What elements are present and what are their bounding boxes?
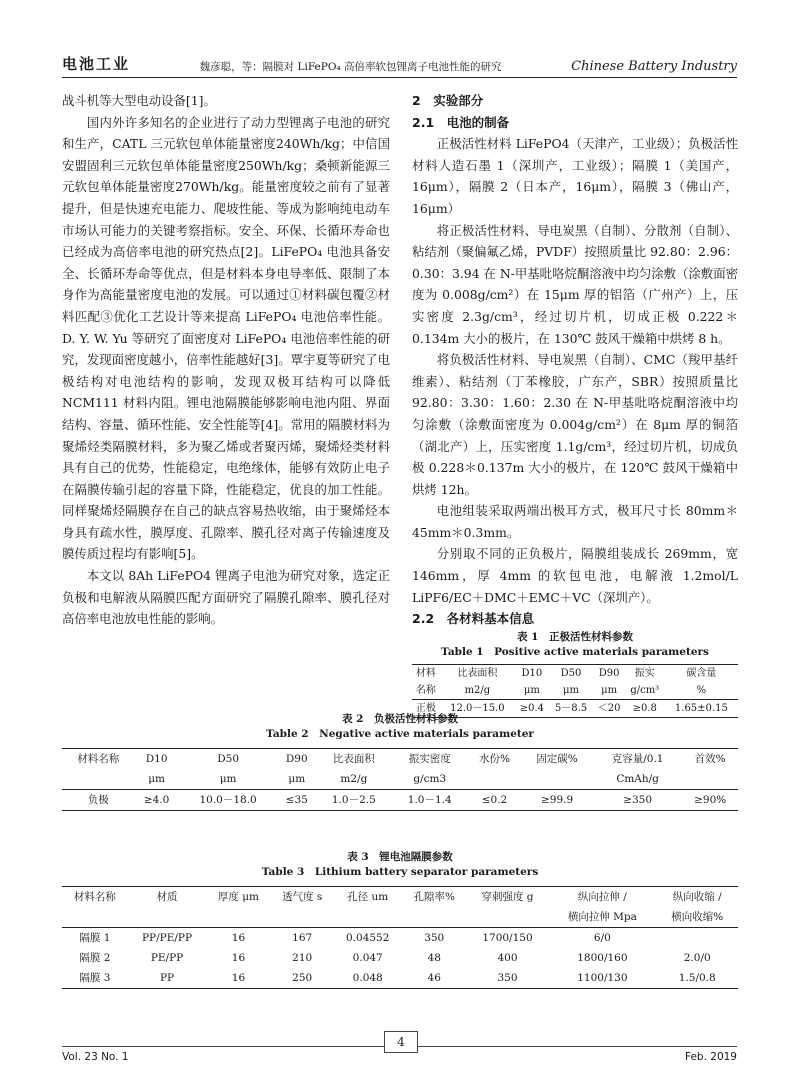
section-heading: 2 实验部分 [412,93,484,108]
table-header-row [62,749,738,770]
table-header-cell: D10 [515,664,549,682]
table3-caption-en: Table 3 Lithium battery separator parameters [261,866,539,878]
table-cell: 400 [497,952,518,964]
table-cell: ≤0.2 [468,790,522,811]
table-cell: ≤35 [278,790,316,811]
table-cell: 16 [206,928,270,949]
table-header-cell: 材料 [412,664,440,682]
table-cell: 0.047 [352,952,383,964]
table-row [62,968,738,989]
table-header-cell: g/cm3 [413,773,447,785]
table-header-cell: 振实密度 [392,749,468,770]
table-row [62,928,738,949]
table-header-cell: m2/g [340,773,368,785]
table-header-cell: μm [288,773,306,785]
table-cell: 1.0－2.5 [316,790,392,811]
left-column [62,90,390,630]
table-cell: 隔膜 3 [62,968,128,989]
table-cell: 负极 [62,790,135,811]
journal-name-en: Chinese Battery Industry [571,59,737,74]
table-header-cell: 比表面积 [440,664,515,682]
table-cell: 0.048 [334,968,402,989]
table-cell: 350 [467,968,549,989]
table-cell: 210 [292,952,313,964]
table-header-cell: 孔径 um [334,887,402,908]
subsection-heading: 2.1 电池的制备 [412,114,510,130]
table-cell: 10.0－18.0 [179,790,278,811]
paragraph: 战斗机等大型电动设备[1]。 [62,93,216,108]
table-header-cell: μm [523,684,540,696]
table-header-cell: 穿刺强度 g [467,887,549,908]
table-header-cell: 克容量/0.1 [593,749,682,770]
table-header-cell: 水份% [468,749,522,770]
table-header-cell: 孔隙率% [402,887,467,908]
paragraph: 分别取不同的正负极片，隔膜组装成长 269mm，宽 146mm，厚 4mm 的软包电池，电解液 1.2mol/L LiPF6/EC＋DMC＋EMC＋VC（深圳产）。 [412,546,738,605]
table-header-row [62,887,738,908]
table-header-cell: 纵向收缩 / [656,887,738,908]
table-header-cell: 材料名称 [62,749,135,770]
subsection-heading: 2.2 各材料基本信息 [412,611,535,627]
table3-block [62,850,738,989]
paragraph: 将正极活性材料、导电炭黑（自制）、分散剂（自制）、粘结剂（聚偏氟乙烯，PVDF）按照质量比 92.80：2.96：0.30：3.94 在 N-甲基吡咯烷酮溶液中均匀涂敷（涂敷面密度为 0.008g/cm²）在 15μm 厚的铝箔（广州产）上，压实密度 2.3g/cm³，经过切片机，切成正极 0.222＊0.134m 大小的极片，在 130℃ 鼓风干燥箱中烘烤 8 h。 [412,222,738,346]
table-header-cell: 材料名称 [62,887,128,908]
table-header-cell: m2/g [464,684,491,696]
table-header-row [412,682,738,700]
table2-caption-en: Table 2 Negative active materials parameter [266,728,534,740]
paragraph: 将负极活性材料、导电炭黑（自制）、CMC（羧甲基纤维素）、粘结剂（丁苯橡胶，广东产，SBR）按照质量比 92.80：3.30：1.60：2.30 在 N-甲基吡咯烷酮溶液中均匀涂敷（涂敷面密度为 0.004g/cm²）在 8μm 厚的铜箔（湖北产）上，压实密度 1.1g/cm³，经过切片机，切成负极 0.228＊0.137m 大小的极片，在 120℃ 鼓风干燥箱中烘烤 12h。 [412,352,738,497]
table-cell: 隔膜 1 [62,928,128,949]
table-header-cell: μm [148,773,165,785]
table-cell: 167 [271,928,334,949]
paragraph: 正极活性材料 LiFePO4（天津产，工业级）；负极活性材料人造石墨 1（深圳产，工业级）；隔膜 1（美国产，16μm），隔膜 2（日本产，16μm），隔膜 3（佛山产，16μm） [412,136,738,216]
table-header-cell: 碳含量 [665,664,738,682]
table-header-cell [467,907,549,928]
table2-block [62,712,738,811]
table-cell: ≥350 [593,790,682,811]
table-cell: 1.0－1.4 [392,790,468,811]
table-header-cell: 名称 [415,684,436,696]
table-row [62,790,738,811]
table-cell [656,928,738,949]
table-row [62,948,738,968]
table-cell: 隔膜 2 [79,952,111,964]
table-header-cell: μm [601,684,618,696]
table-header-cell [521,769,593,790]
table-cell: 6/0 [548,928,656,949]
table-cell: 1700/150 [467,928,549,949]
table-cell: 1.65±0.15 [665,699,738,717]
table-header-cell: D10 [135,749,179,770]
table-header-cell [62,769,135,790]
table-header-cell [682,769,738,790]
table2 [62,748,738,811]
running-header [62,52,737,78]
table-cell: 16 [231,952,246,964]
table-header-row [62,907,738,928]
table-header-cell: D50 [179,749,278,770]
table2-caption-cn: 表 2 负极活性材料参数 [342,713,458,725]
page-number: 4 [384,1031,418,1053]
table-header-cell: % [696,684,707,696]
table-header-cell: 固定碳% [521,749,593,770]
table-header-cell: μm [219,773,237,785]
table-header-cell: 透气度 s [271,887,334,908]
page-footer [62,1035,737,1063]
table3-caption-cn: 表 3 锂电池隔膜参数 [347,851,453,863]
table-cell: ≥90% [682,790,738,811]
table-cell: PE/PP [150,952,184,964]
table-cell: PP [128,968,206,989]
table-cell: 46 [402,968,467,989]
table-header-cell: D50 [549,664,594,682]
table-cell: 1.5/0.8 [656,968,738,989]
table-header-cell: D90 [278,749,316,770]
table-header-cell [334,907,402,928]
table3 [62,886,738,989]
table-header-cell: g/cm³ [630,684,660,696]
table-cell: 0.04552 [334,928,402,949]
table-cell: 250 [271,968,334,989]
table-cell: ≥99.9 [521,790,593,811]
table1 [412,664,738,718]
table-cell: 2.0/0 [683,952,711,964]
running-title: 魏彦聪，等：隔膜对 LiFePO₄ 高倍率软包锂离子电池性能的研究 [199,61,502,73]
table-header-row [412,664,738,682]
table-cell: ≥0.8 [625,699,665,717]
table-cell: ＜20 [593,699,624,717]
table-header-cell: 横向拉伸 Mpa [567,911,637,923]
table-header-cell: 横向收缩% [671,911,724,923]
paragraph: 电池组装采取两端出极耳方式，极耳尺寸长 80mm＊45mm＊0.3mm。 [412,503,738,540]
table-cell: 1800/160 [577,952,628,964]
table-header-cell [468,769,522,790]
volume-info: Vol. 23 No. 1 [62,1051,129,1063]
table-cell: 12.0－15.0 [440,699,515,717]
table-cell: 350 [402,928,467,949]
table-header-cell: 材质 [128,887,206,908]
table-header-cell: CmAh/g [616,773,659,785]
table1-caption-cn: 表 1 正极活性材料参数 [517,630,633,643]
table-cell: ≥0.4 [515,699,549,717]
table-cell: ≥4.0 [135,790,179,811]
paragraph: 国内外许多知名的企业进行了动力型锂离子电池的研究和生产，CATL 三元软包单体能量密度240Wh/kg；中信国安盟固利三元软包单体能量密度250Wh/kg；桑顿新能源三元软包单体能量密度270Wh/kg。能量密度较之前有了显著提升，但是快速充电能力、爬坡性能、等成为影响纯电动车市场认可能力的关键考察指标。安全、环保、长循环寿命也已经成为高倍率电池的研究热点[2]。LiFePO₄ 电池具备安全、长循环寿命等优点，但是材料本身电导率低、限制了本身作为高能量密度电池的发展。可以通过①材料碳包覆②材料匹配③优化工艺设计等来提高 LiFePO₄ 电池倍率性能。D. Y. W. Yu 等研究了面密度对 LiFePO₄ 电池倍率性能的研究，发现面密度越小，倍率性能越好[3]。覃宇夏等研究了电极结构对电池结构的影响，发现双极耳结构可以降低NCM111 材料内阻。锂电池隔膜能够影响电池内阻、界面结构、容量、循环性能、安全性能等[4]。常用的隔膜材料为聚烯烃类隔膜材料，多为聚乙烯或者聚丙烯，聚烯烃类材料具有自己的优势，性能稳定，电绝缘体，能够有效防止电子在隔膜传输引起的容量下降，性能稳定，优良的加工性能。同样聚烯烃隔膜存在自己的缺点容易热收缩，由于聚烯烃本身具有疏水性，膜厚度、孔隙率、膜孔径对离子传输速度及膜传质过程均有影响[5]。 [62,114,390,562]
table-header-cell [62,907,128,928]
right-column [412,90,738,718]
table1-caption-en: Table 1 Positive active materials parameters [441,645,709,658]
table-cell: 16 [206,968,270,989]
table-cell: PP/PE/PP [128,928,206,949]
paragraph: 本文以 8Ah LiFePO4 锂离子电池为研究对象，选定正负极和电解液从隔膜匹配方面研究了隔膜孔隙率、膜孔径对高倍率电池放电性能的影响。 [62,568,390,627]
table-header-cell: 振实 [625,664,665,682]
table-header-cell: 首效% [682,749,738,770]
journal-name-cn: 电池工业 [62,55,131,73]
table-header-cell [271,907,334,928]
table-header-cell: μm [563,684,580,696]
table-cell: 5－8.5 [549,699,594,717]
table-header-cell [206,907,270,928]
table-header-row [62,769,738,790]
table-header-cell: 厚度 μm [206,887,270,908]
table-cell: 正极 [412,699,440,717]
issue-date: Feb. 2019 [685,1051,737,1063]
table-cell: 1100/130 [548,968,656,989]
table-header-cell [402,907,467,928]
table-header-cell: 纵向拉伸 / [548,887,656,908]
table-cell: 48 [427,952,441,964]
table-header-cell [128,907,206,928]
table-header-cell: 比表面积 [316,749,392,770]
table-header-cell: D90 [593,664,624,682]
